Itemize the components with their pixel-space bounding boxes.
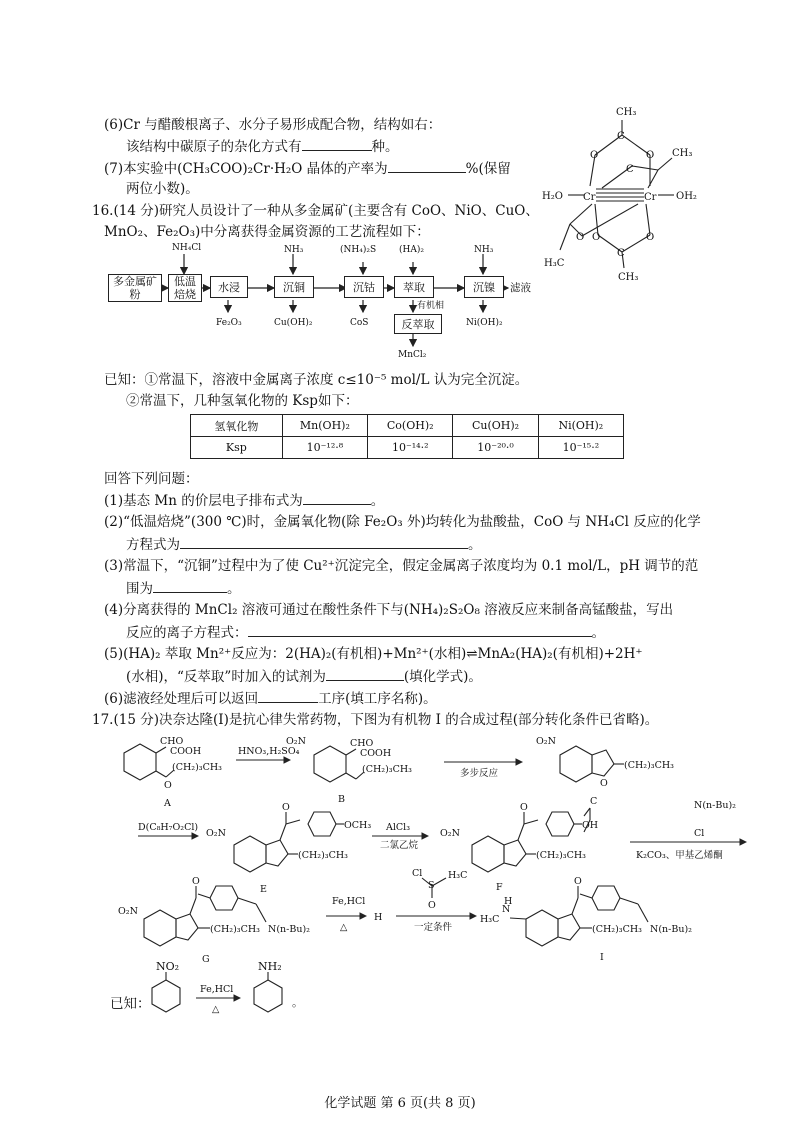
q17-known-label: 已知： [110,996,151,1012]
process-flow-arrows [104,240,664,370]
complex-h2o: H₂O [542,191,563,202]
answer-blank[interactable] [388,160,466,173]
mol-C-o2n: O₂N [536,736,556,747]
mol-B-cho: CHO [350,738,374,749]
flow-out-cos: CoS [350,318,369,328]
complex-ch3-right: CH₃ [672,148,693,159]
complex-h3c-left: H₃C [544,258,565,269]
label-G: G [202,954,210,965]
q15-line6b-end: 种。 [371,139,399,155]
q16-head2: MnO₂、Fe₂O₃)中分离获得金属资源的工艺流程如下： [104,224,430,240]
reagent-D: D(C₈H₇O₂Cl) [138,822,199,833]
q16-part3b-end: 。 [227,581,241,597]
complex-o: O [576,232,585,243]
q16-part4b-text: 反应的离子方程式： [126,625,248,641]
complex-c: C [617,131,625,142]
mol-B-cooh: COOH [360,748,392,759]
reagent-ch3: H₃C [448,870,468,881]
q15-line7b: 两位小数)。 [126,181,199,197]
answer-blank[interactable] [258,690,318,703]
reagent-cond: 一定条件 [414,922,453,933]
flow-out-nioh2: Ni(OH)₂ [466,318,503,328]
known-delta: △ [212,1004,220,1015]
label-A: A [164,798,171,809]
reagent-nbu: N(n-Bu)₂ [694,800,736,811]
answer-blank[interactable] [303,492,371,505]
mol-I-h: H [504,896,513,907]
flow-out-mncl2: MnCl₂ [398,350,427,360]
mol-A-cooh: COOH [170,746,202,757]
answer-blank[interactable] [180,536,468,549]
answer-blank[interactable] [153,580,227,593]
label-B: B [338,794,345,805]
q16-part4b-end: 。 [591,625,605,641]
reagent-fehcl: Fe,HCl [332,896,366,907]
mol-E-chain: (CH₂)₃CH₃ [298,850,348,861]
q16-part2b-text: 方程式为 [126,537,180,553]
reagent-multistep: 多步反应 [460,768,499,779]
flow-out-cuoh2: Cu(OH)₂ [274,318,313,328]
complex-oh2: OH₂ [676,191,697,202]
q16-answer-prompt: 回答下列问题： [104,471,199,487]
q16-part6-text: (6)滤液经处理后可以返回 [104,691,259,707]
q16-part3b-text: 围为 [126,581,153,597]
q15-line6b [126,138,399,155]
q16-part1 [104,492,384,509]
complex-ch3-bottom: CH₃ [618,272,639,283]
flow-in-nh4cl: NH₄Cl [172,243,202,253]
flow-ore-box: 多金属矿粉 [108,274,162,302]
mol-C-chain: (CH₂)₃CH₃ [624,760,674,771]
known-reaction [146,960,346,1030]
page-footer: 化学试题 第 6 页(共 8 页) [324,1096,476,1111]
reagent-alcl3: AlCl₃ [386,822,411,833]
flow-filtrate: 滤液 [510,282,531,294]
flow-back-extract-box: 反萃取 [394,314,442,334]
mol-G-o2n: O₂N [118,906,138,917]
q16-part2b [126,536,482,553]
ksp-header-cell: 氢氧化物 [191,415,283,437]
flow-in-ha: (HA)₂ [399,245,424,255]
mol-E-o: O [282,802,290,813]
reagent-s: S [428,880,435,891]
flow-leach-box: 水浸 [210,276,248,298]
mol-I-n: N [502,904,511,915]
known-fehcl: Fe,HCl [200,984,234,995]
mol-G-chain: (CH₂)₃CH₃ [210,924,260,935]
q16-part3a: (3)常温下，“沉铜”过程中为了使 Cu²⁺沉淀完全，假定金属离子浓度均为 0.1 mol/L，pH 调节的范 [104,558,699,574]
synthesis-row-3 [110,864,790,974]
q16-part5a: (5)(HA)₂ 萃取 Mn²⁺反应为：2(HA)₂(有机相)+Mn²⁺(水相)⇌MnA₂(HA)₂(有机相)+2H⁺ [104,646,643,662]
answer-blank[interactable] [248,624,592,637]
ksp-header-cell: Co(OH)₂ [368,415,453,437]
mol-A-o: O [164,780,172,791]
mol-I-o: O [574,876,582,887]
q15-line7a-text: (7)本实验中(CH₃COO)₂Cr·H₂O 晶体的产率为 [104,161,388,177]
label-E: E [260,884,267,895]
q16-part6 [104,690,437,707]
mol-F-o: O [520,802,528,813]
complex-o: O [646,232,655,243]
mol-E-o2n: O₂N [206,828,226,839]
reagent-cl: Cl [694,828,705,839]
mol-I-h3c: H₃C [480,914,500,925]
complex-ch3-top: CH₃ [616,107,637,118]
complex-o: O [592,232,601,243]
q15-line7a-end: %(保留 [465,161,511,177]
mol-G-o: O [192,876,200,887]
ksp-header-cell: Ni(OH)₂ [538,415,623,437]
ksp-row-label: Ksp [191,437,283,459]
ksp-header-cell: Mn(OH)₂ [282,415,367,437]
answer-blank[interactable] [302,138,372,151]
flow-cu-box: 沉铜 [274,276,314,298]
mol-A-cho: CHO [160,736,184,747]
flow-co-box: 沉钴 [344,276,384,298]
complex-cr-right: Cr [644,192,657,203]
complex-cr-left: Cr [583,192,596,203]
q15-line6a: (6)Cr 与醋酸根离子、水分子易形成配合物，结构如右： [104,117,442,133]
reagent-hno3: HNO₃,H₂SO₄ [238,746,300,757]
known-no2: NO₂ [156,960,180,973]
label-I: I [600,952,604,963]
known-nh2: NH₂ [258,960,282,973]
q17-head: 17.(15 分)决奈达隆(I)是抗心律失常药物，下图为有机物 I 的合成过程(部分转化条件已省略)。 [92,712,659,728]
flow-out-fe2o3: Fe₂O₃ [216,318,242,328]
mol-B-chain: (CH₂)₃CH₃ [362,764,412,775]
flow-in-nh3-2: NH₃ [474,245,494,255]
mol-G-nbu: N(n-Bu)₂ [268,924,310,935]
q16-part1-end: 。 [370,493,385,509]
mol-A-chain: (CH₂)₃CH₃ [172,762,222,773]
q16-known2: ②常温下，几种氢氧化物的 Ksp如下： [126,393,359,409]
mol-F-o2n: O₂N [440,828,460,839]
ksp-value-cell: 10⁻¹⁴·² [368,437,453,459]
complex-o: O [590,150,599,161]
mol-F-oh: OH [582,820,599,831]
flow-ni-box: 沉镍 [464,276,504,298]
label-F: F [496,882,503,893]
q16-part2a: (2)“低温焙烧”(300 ℃)时，金属氧化物(除 Fe₂O₃ 外)均转化为盐酸盐，CoO 与 NH₄Cl 反应的化学 [104,514,701,530]
ksp-header-row [191,415,624,437]
q16-part2b-end: 。 [468,537,482,553]
q16-part1-text: (1)基态 Mn 的价层电子排布式为 [104,493,303,509]
q16-head1: 16.(14 分)研究人员设计了一种从多金属矿(主要含有 CoO、NiO、CuO、 [92,203,539,219]
q16-part4a: (4)分离获得的 MnCl₂ 溶液可通过在酸性条件下与(NH₄)₂S₂O₈ 溶液反应来制备高锰酸盐，写出 [104,602,674,618]
ksp-header-cell: Cu(OH)₂ [453,415,538,437]
complex-c: C [617,248,625,259]
q16-part5b [126,668,482,685]
mol-I-chain: (CH₂)₃CH₃ [592,924,642,935]
ksp-value-cell: 10⁻¹²·⁸ [282,437,367,459]
q16-part5b-end: (填化学式)。 [403,669,482,685]
reagent-o: O [428,900,436,911]
ksp-table [190,414,624,459]
reagent-dce: 二氯乙烷 [380,840,419,851]
mol-I-nbu: N(n-Bu)₂ [650,924,692,935]
q16-part4b [126,624,605,641]
q15-line7a [104,160,511,177]
flow-in-nh42s: (NH₄)₂S [340,245,377,255]
reagent-k2co3: K₂CO₃、甲基乙烯酮 [636,850,723,861]
label-H: H [374,912,383,923]
ksp-value-row [191,437,624,459]
q16-part6-end: 工序(填工序名称)。 [318,691,437,707]
flow-roast-box: 低温焙烧 [168,274,202,302]
reagent-cl: Cl [412,868,423,879]
label-C: C [590,796,598,807]
flow-in-nh3-1: NH₃ [284,245,304,255]
known-end: 。 [292,996,303,1009]
mol-C-o: O [600,778,608,789]
q16-part5b-text: (水相)，“反萃取”时加入的试剂为 [126,669,326,685]
mol-F-chain: (CH₂)₃CH₃ [536,850,586,861]
q16-part3b [126,580,241,597]
synthesis-row-1 [110,732,750,812]
reagent-delta: △ [340,922,348,933]
mol-B-o2n: O₂N [286,736,306,747]
mol-E-och3: OCH₃ [344,820,372,831]
ksp-value-cell: 10⁻²⁰·⁰ [453,437,538,459]
q16-known1: 已知：①常温下，溶液中金属离子浓度 c≤10⁻⁵ mol/L 认为完全沉淀。 [104,372,529,388]
complex-c: C [626,164,634,175]
complex-o: O [646,150,655,161]
q15-line6b-text: 该结构中碳原子的杂化方式有 [126,139,302,155]
ksp-value-cell: 10⁻¹⁵·² [538,437,623,459]
flow-out-organic: 有机相 [417,301,445,311]
answer-blank[interactable] [326,668,404,681]
flow-extract-box: 萃取 [394,276,434,298]
